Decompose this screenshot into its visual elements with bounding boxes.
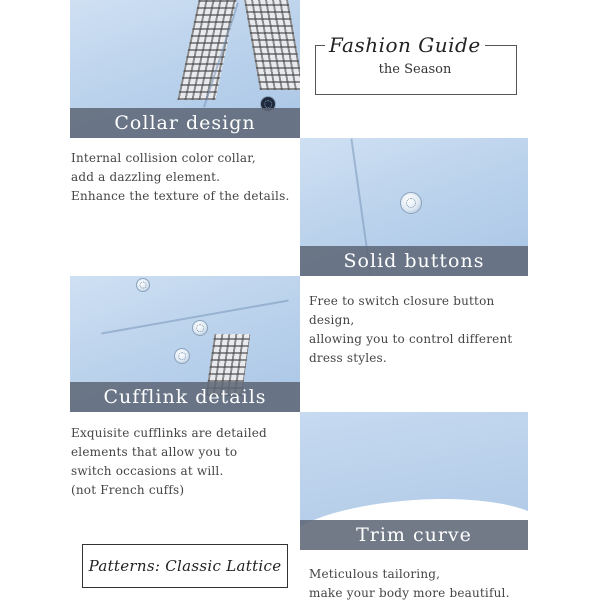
buttons-description <box>309 292 512 368</box>
trim-photo-panel <box>300 412 528 550</box>
cuff-button-bottom <box>174 348 190 364</box>
caption-collar-design: Collar design <box>70 108 300 138</box>
patterns-label-box: Patterns: Classic Lattice <box>82 544 288 588</box>
description-line: Enhance the texture of the details. <box>71 189 290 203</box>
caption-cufflink-details: Cufflink details <box>70 382 300 412</box>
description-line: Meticulous tailoring, <box>309 567 441 581</box>
description-line: allowing you to control different <box>309 332 513 346</box>
description-line: make your body more beautiful. <box>309 586 510 600</box>
fashion-guide-subtitle: the Season <box>378 62 452 77</box>
description-line: dress styles. <box>309 351 387 365</box>
fashion-guide-title: Fashion Guide <box>325 33 485 57</box>
buttons-photo-panel <box>300 138 528 276</box>
description-line: switch occasions at will. <box>71 464 224 478</box>
description-line: design, <box>309 313 355 327</box>
trim-description <box>309 565 510 603</box>
cuff-button-middle <box>192 320 208 336</box>
description-line: Exquisite cufflinks are detailed <box>71 426 267 440</box>
description-line: elements that allow you to <box>71 445 238 459</box>
collar-description <box>71 149 289 206</box>
cuff-button-top <box>136 278 150 292</box>
caption-trim-curve: Trim curve <box>300 520 528 550</box>
description-line: add a dazzling element. <box>71 170 221 184</box>
cufflink-description <box>71 424 267 500</box>
caption-solid-buttons: Solid buttons <box>300 246 528 276</box>
collar-photo-panel <box>70 0 300 138</box>
cufflink-photo-panel <box>70 276 300 412</box>
description-line: Free to switch closure button <box>309 294 495 308</box>
description-line: Internal collision color collar, <box>71 151 256 165</box>
shirt-button <box>400 192 422 214</box>
description-line: (not French cuffs) <box>71 483 185 497</box>
